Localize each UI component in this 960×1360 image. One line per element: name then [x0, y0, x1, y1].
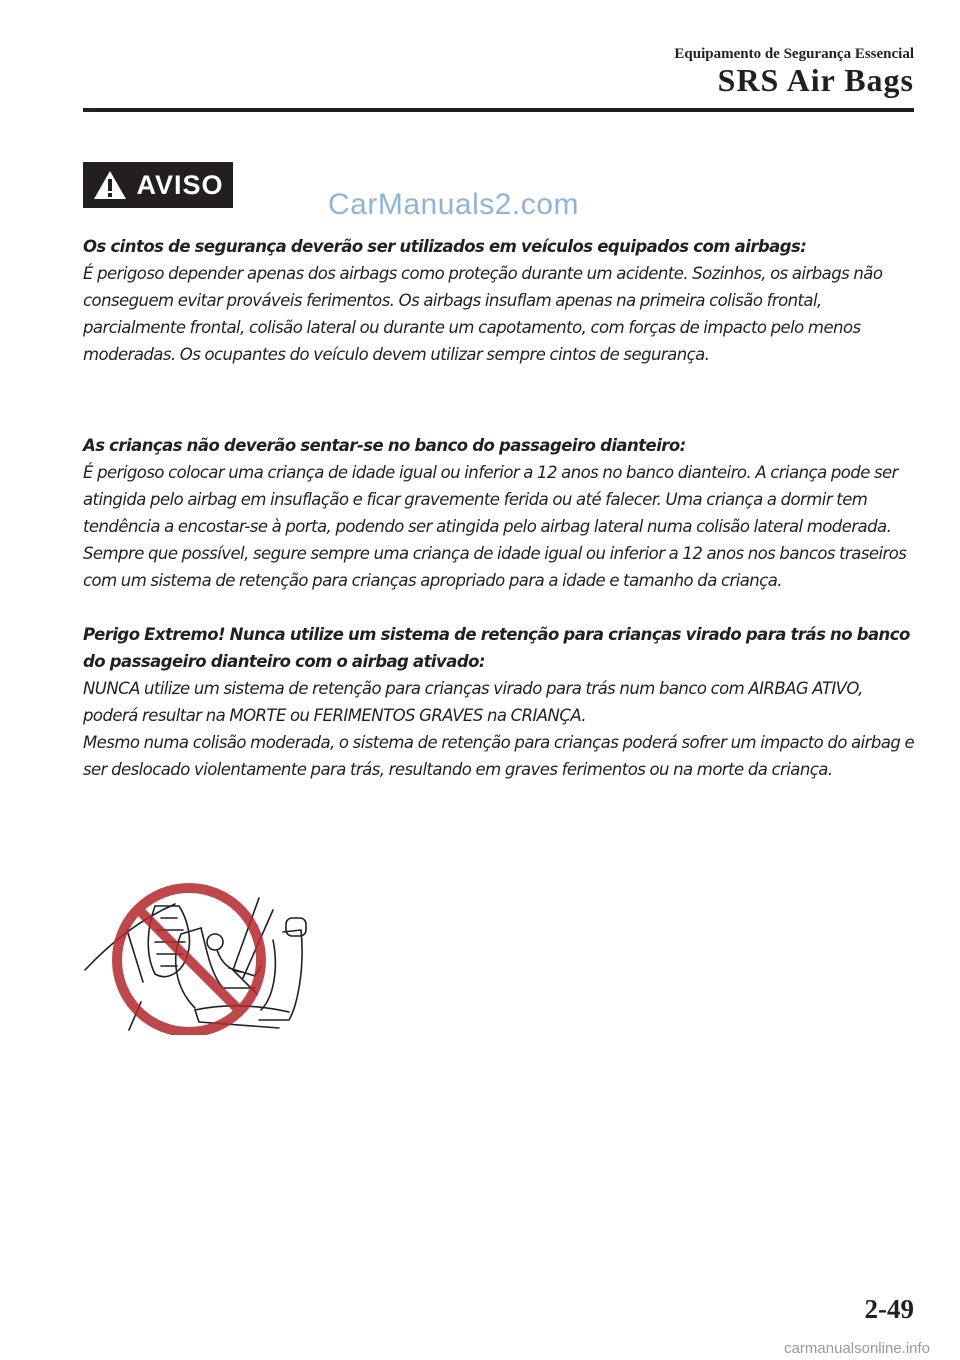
warning-badge [83, 162, 233, 208]
paragraph-heading: As crianças não deverão sentar-se no banco do passageiro dianteiro: [83, 436, 686, 455]
paragraph-heading: Perigo Extremo! Nunca utilize um sistema de retenção para crianças virado para trás no banco do passageiro dianteiro com o airbag ativado: [83, 625, 910, 671]
warning-content [83, 233, 915, 783]
page-number: 2-49 [864, 1294, 914, 1324]
paragraph-body: É perigoso depender apenas dos airbags como proteção durante um acidente. Sozinhos, os airbags não conseguem evitar prováveis ferimentos. Os airbags insuflam apenas na primeira colisão frontal, parcialmente frontal, colisão lateral ou durante um capotamento, com forças de impacto pelo menos moderadas. Os ocupantes do veículo devem utilizar sempre cintos de segurança. [83, 264, 883, 364]
watermark-link[interactable]: CarManuals2.com [328, 188, 579, 221]
prohibited-rear-facing-child-seat-icon [83, 870, 323, 1035]
paragraph-body: É perigoso colocar uma criança de idade igual ou inferior a 12 anos no banco dianteiro. A criança pode ser atingida pelo airbag em insuflação e ficar gravemente ferida ou até falecer. Uma criança a dormir tem tendência a encostar-se à porta, podendo ser atingida pelo airbag lateral numa colisão lateral moderada. Sempre que possível, segure sempre uma criança de idade igual ou inferior a 12 anos nos bancos traseiros com um sistema de retenção para crianças apropriado para a idade e tamanho da criança. [83, 463, 907, 590]
page-title: SRS Air Bags [717, 62, 914, 98]
header-divider [83, 108, 914, 112]
paragraph-body-line: NUNCA utilize um sistema de retenção para crianças virado para trás num banco com AIRBAG ATIVO, poderá resultar na MORTE ou FERIMENTOS GRAVES na CRIANÇA. [83, 679, 863, 725]
warning-triangle-icon [92, 169, 128, 201]
paragraph-heading: Os cintos de segurança deverão ser utilizados em veículos equipados com airbags: [83, 237, 807, 256]
paragraph-body-line: Mesmo numa colisão moderada, o sistema de retenção para crianças poderá sofrer um impacto do airbag e ser deslocado violentamente para trás, resultando em graves ferimentos ou na morte da criança. [83, 733, 915, 779]
warning-label: AVISO [136, 169, 224, 200]
footer-watermark[interactable]: carmanualsonline.info [784, 1340, 930, 1357]
section-subtitle: Equipamento de Segurança Essencial [674, 46, 914, 62]
